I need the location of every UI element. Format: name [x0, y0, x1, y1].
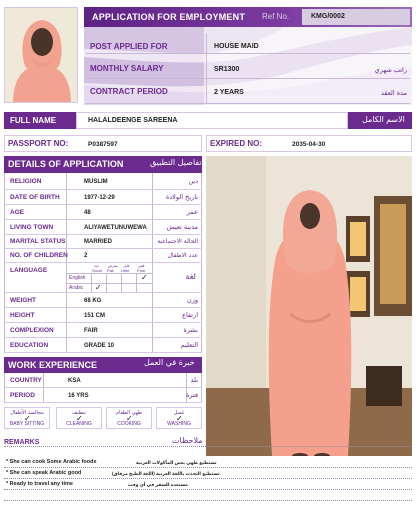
skill-cleaning-check: ✓ [76, 414, 83, 423]
detail-row-education: EDUCATION GRADE 10 التعليم [4, 338, 202, 353]
detail-row-weight: WEIGHT 68 KG وزن [4, 293, 202, 308]
remark-item: * Ready to travel any time [6, 481, 73, 487]
skill-cleaning: تنظيف ✓ CLEANING [56, 407, 102, 429]
detail-row-religion: RELIGION MUSLIM دين [4, 173, 202, 190]
full-name-arabic: الاسم الكامل [362, 115, 405, 124]
detail-row-language: LANGUAGE لغة [4, 263, 202, 293]
skill-baby-sitting: مجالسة الأطفال ✓ BABY SITTING [4, 407, 50, 429]
work-experience-title: WORK EXPERIENCE [8, 360, 98, 370]
work-row-country: COUNTRY KSA بلد [4, 373, 202, 388]
monthly-salary-value: SR1300 [214, 66, 240, 73]
applicant-photo-full [206, 156, 412, 456]
detail-row-dob: DATE OF BIRTH 1977-12-29 تاريخ الولادة [4, 190, 202, 205]
monthly-salary-arabic: راتب شهري [374, 66, 407, 74]
remark-item-arabic: تستطيع التحدث باللغة العربية (اللغة الطبخ مرقاق) [112, 471, 220, 476]
language-arabic: Arabic [69, 285, 84, 291]
contract-period-label: CONTRACT PERIOD [90, 87, 168, 96]
detail-row-height: HEIGHT 151 CM ارتفاع [4, 308, 202, 323]
applicant-full-body-icon [206, 156, 412, 456]
full-name-label: FULL NAME [10, 116, 57, 125]
applicant-photo-small [4, 7, 78, 103]
work-row-period: PERIOD 16 YRS فترة [4, 388, 202, 403]
contract-period-arabic: مدة العقد [381, 89, 407, 97]
passport-label: PASSPORT NO: [8, 139, 69, 148]
contract-period-value: 2 YEARS [214, 89, 244, 96]
language-english: English [69, 275, 86, 281]
monthly-salary-label: MONTHLY SALARY [90, 64, 164, 73]
remark-item-arabic: تستطيع طهي بعض المأكولات العربية [136, 460, 217, 465]
language-grid: جيد معرض قليل فقير Good Fair Little Poor English ✓ Arabic ✓ [67, 263, 152, 293]
skill-cooking: طهي الطعام ✓ COOKING [106, 407, 152, 429]
expiry-value: 2035-04-30 [292, 141, 326, 148]
full-name-value: HALALDEENGE SAREENA [88, 117, 178, 124]
expiry-label: EXPIRED NO: [210, 139, 263, 148]
detail-row-children: NO. OF CHILDREN 2 عدد الاطفال [4, 249, 202, 263]
remark-item-arabic: مستعدة للسفر في أي وقت [128, 482, 188, 487]
detail-row-complexion: COMPLEXION FAIR بشرة [4, 323, 202, 338]
post-applied-label: POST APPLIED FOR [90, 42, 168, 51]
language-arabic-check: ✓ [95, 283, 102, 292]
details-arabic: تفاصيل التطبيق [150, 158, 202, 167]
applicant-portrait-icon [5, 8, 78, 103]
work-experience-arabic: خبرة في العمل [144, 358, 195, 367]
post-applied-value: HOUSE MAID [214, 43, 259, 50]
remarks-label: REMARKS [4, 439, 40, 446]
detail-row-living-town: LIVING TOWN ALIYAWETUNUWEWA مدينة تعيش [4, 220, 202, 235]
skill-cooking-check: ✓ [126, 414, 133, 423]
details-title: DETAILS OF APPLICATION [8, 159, 124, 169]
ref-label: Ref No. [262, 12, 290, 21]
remark-item: * She can speak Arabic good [6, 470, 82, 476]
skill-washing: غسل ✓ WASHING [156, 407, 202, 429]
passport-value: P0387597 [88, 141, 118, 148]
ref-value: KMG/0002 [311, 13, 345, 20]
remarks-dotline [4, 446, 412, 447]
detail-row-marital-status: MARITAL STATUS MARRIED الحالة الاجتماعية [4, 235, 202, 249]
skill-washing-check: ✓ [176, 414, 183, 423]
language-english-check: ✓ [141, 273, 148, 282]
detail-row-age: AGE 48 عمر [4, 205, 202, 220]
skill-baby-sitting-check: ✓ [24, 414, 31, 423]
remark-item: * She can cook Some Arabic foods [6, 459, 97, 465]
page-title: APPLICATION FOR EMPLOYMENT [92, 12, 246, 22]
remarks-arabic: ملاحظات [172, 436, 203, 445]
